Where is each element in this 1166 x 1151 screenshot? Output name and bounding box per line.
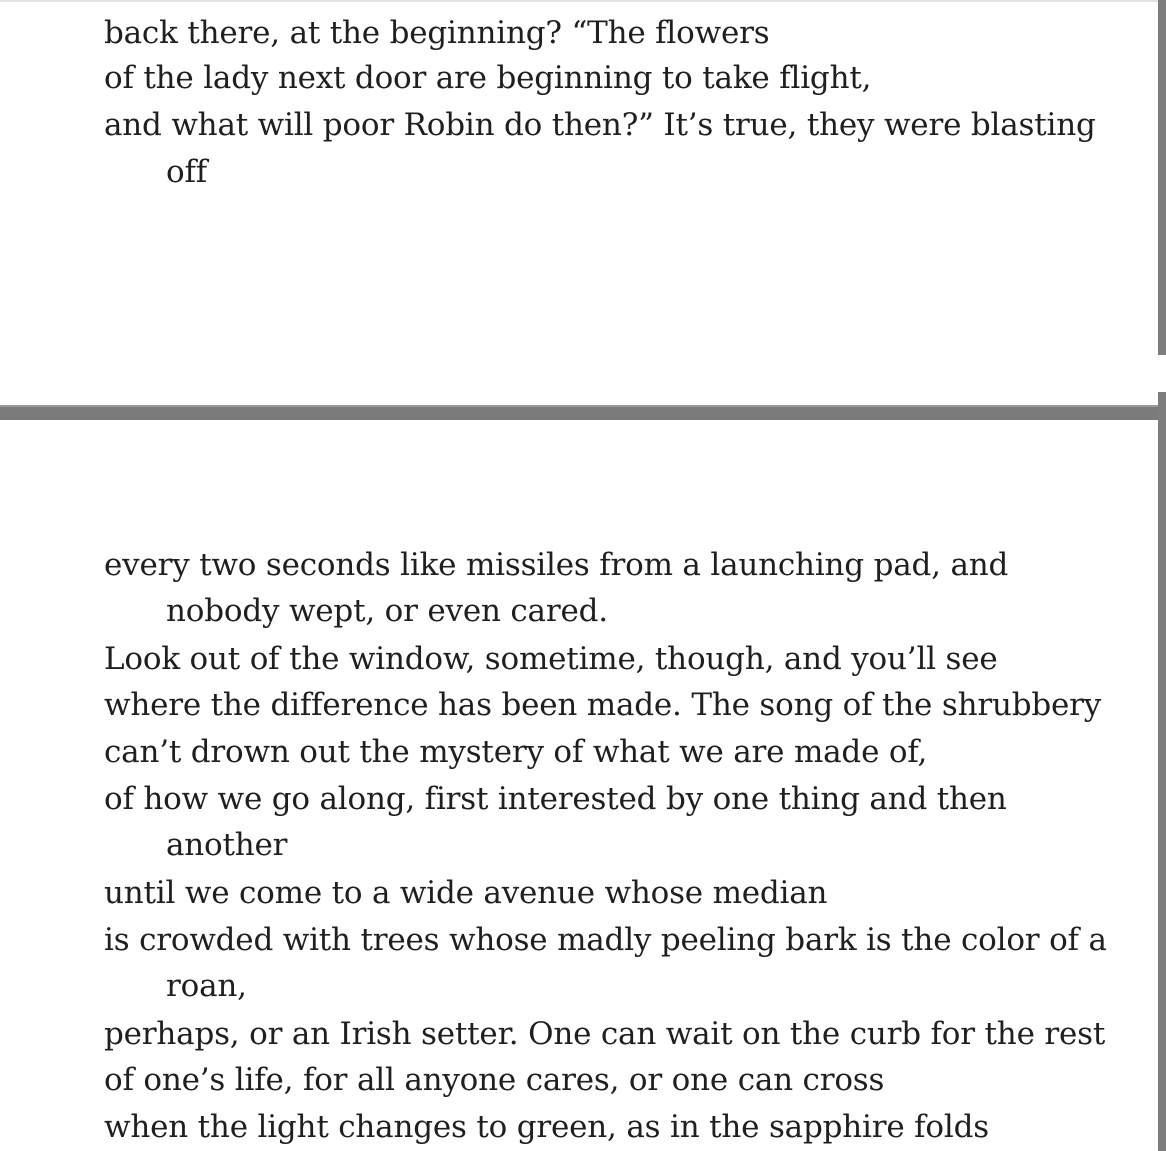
- scrollbar-track-top[interactable]: [1158, 0, 1166, 355]
- poem-line: of one’s life, for all anyone cares, or one can cross: [104, 1062, 885, 1098]
- poem-line: perhaps, or an Irish setter. One can wait on the curb for the rest: [104, 1016, 1106, 1052]
- poem-line-continuation: nobody wept, or even cared.: [166, 593, 608, 629]
- poem-line: Look out of the window, sometime, though, and you’ll see: [104, 641, 998, 677]
- poem-line: where the difference has been made. The song of the shrubbery: [104, 687, 1102, 723]
- poem-line: until we come to a wide avenue whose median: [104, 875, 828, 911]
- poem-line-continuation: off: [166, 154, 208, 190]
- poem-line: can’t drown out the mystery of what we are made of,: [104, 734, 928, 770]
- poem-line: of how we go along, first interested by one thing and then: [104, 781, 1007, 817]
- scrollbar-track-bottom[interactable]: [1158, 392, 1166, 1151]
- page-top: [0, 0, 1158, 405]
- poem-line: when the light changes to green, as in the sapphire folds: [104, 1109, 989, 1145]
- poem-line-continuation: roan,: [166, 968, 247, 1004]
- poem-line: is crowded with trees whose madly peeling bark is the color of a: [104, 922, 1107, 958]
- poem-line: back there, at the beginning? “The flowers: [104, 15, 770, 51]
- poem-line: every two seconds like missiles from a launching pad, and: [104, 547, 1009, 583]
- poem-line-continuation: another: [166, 827, 288, 863]
- poem-line: of the lady next door are beginning to take flight,: [104, 60, 872, 96]
- page-bottom: [0, 420, 1158, 1151]
- poem-line: and what will poor Robin do then?” It’s true, they were blasting: [104, 107, 1096, 143]
- page-separator: [0, 405, 1166, 420]
